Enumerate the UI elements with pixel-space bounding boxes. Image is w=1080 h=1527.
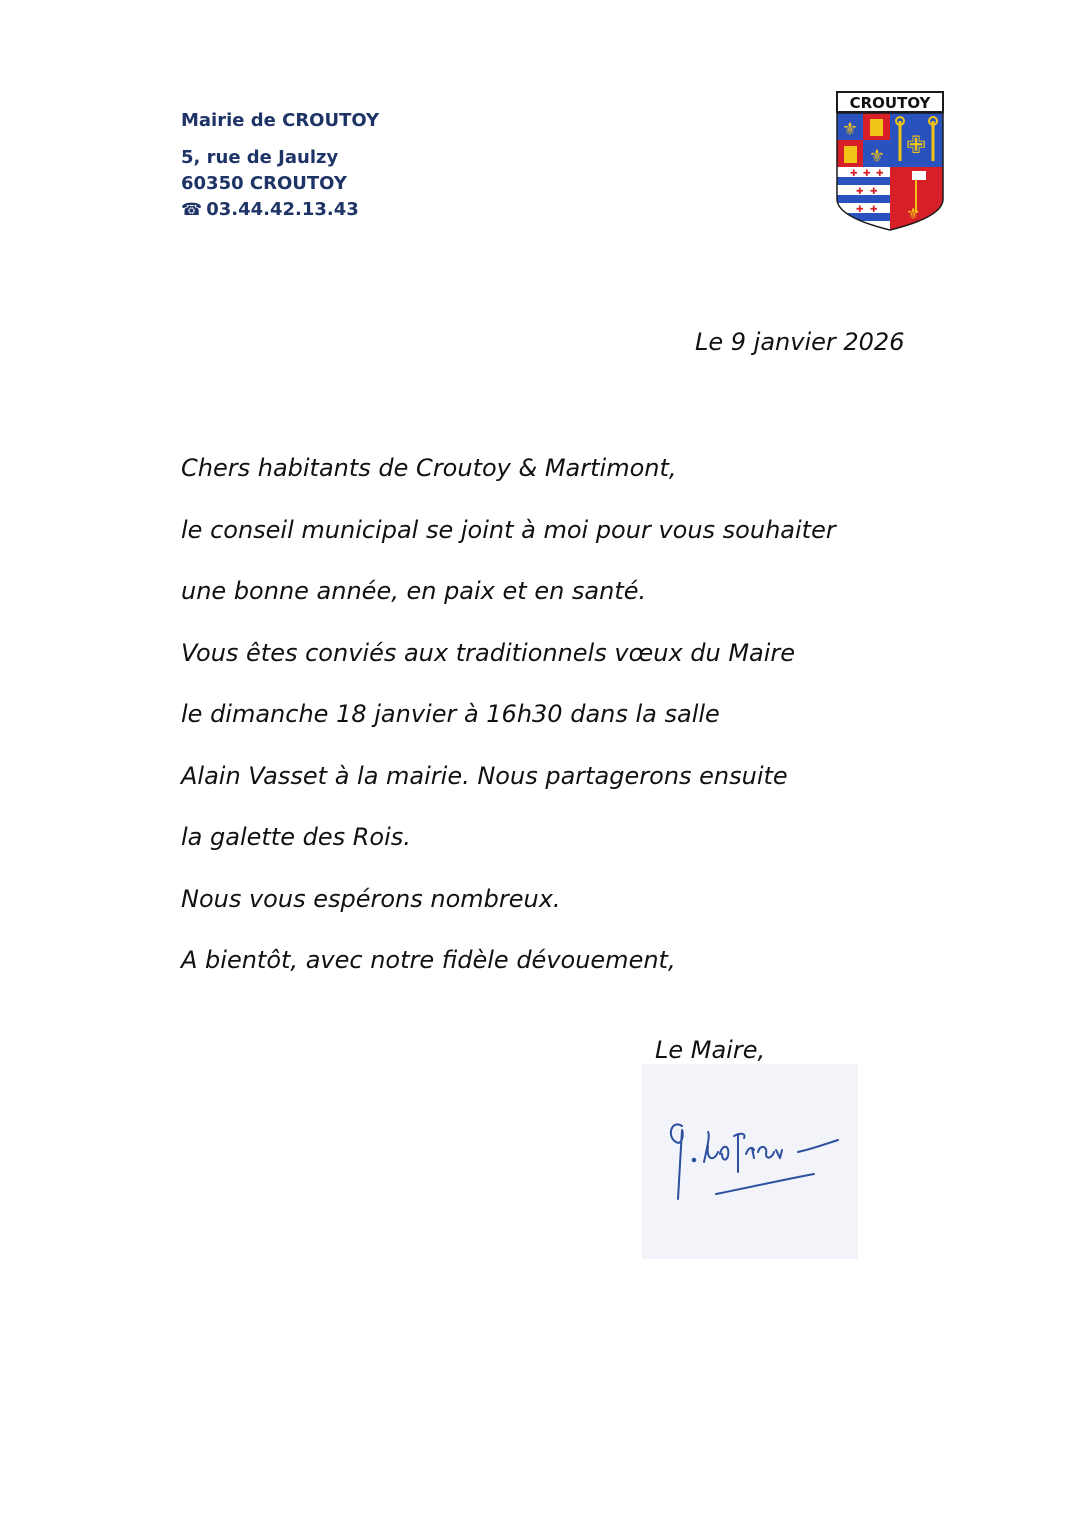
sender-name: Mairie de CROUTOY	[181, 110, 380, 131]
body-line: le dimanche 18 janvier à 16h30 dans la salle	[181, 700, 720, 728]
svg-text:✚: ✚	[856, 204, 864, 214]
svg-text:✚: ✚	[870, 204, 878, 214]
svg-text:✚: ✚	[863, 168, 871, 178]
body-line: Alain Vasset à la mairie. Nous partagerons ensuite	[181, 761, 788, 790]
sender-street: 5, rue de Jaulzy	[181, 147, 339, 168]
closing-title: Le Maire,	[655, 1036, 766, 1064]
phone-icon: ☎	[181, 200, 203, 220]
crest-title: CROUTOY	[849, 94, 931, 112]
mayor-signature	[642, 1064, 858, 1259]
sender-city: 60350 CROUTOY	[181, 173, 347, 194]
svg-text:✚: ✚	[856, 186, 864, 196]
body-line: Vous êtes conviés aux traditionnels vœux du Maire	[181, 638, 796, 667]
croutoy-coat-of-arms	[836, 91, 944, 231]
sender-address-block	[181, 110, 379, 223]
body-line: une bonne année, en paix et en santé.	[181, 577, 647, 605]
body-line: Chers habitants de Croutoy & Martimont,	[181, 454, 677, 482]
svg-text:⚜: ⚜	[868, 146, 886, 166]
svg-text:⚜: ⚜	[906, 206, 921, 223]
body-line: Nous vous espérons nombreux.	[181, 884, 561, 913]
body-line: le conseil municipal se joint à moi pour vous souhaiter	[181, 515, 836, 544]
body-line: la galette des Rois.	[181, 823, 411, 851]
letter-body	[181, 451, 836, 1005]
letter-date: Le 9 janvier 2026	[695, 328, 905, 356]
svg-text:✚: ✚	[870, 186, 878, 196]
svg-text:✚: ✚	[876, 168, 884, 178]
svg-text:⚜: ⚜	[841, 119, 859, 139]
svg-text:✚: ✚	[850, 168, 858, 178]
sender-phone: 03.44.42.13.43	[206, 199, 359, 220]
body-line: A bientôt, avec notre fidèle dévouement,	[181, 946, 676, 974]
sender-phone-line	[181, 197, 379, 223]
svg-text:✙: ✙	[905, 133, 927, 159]
